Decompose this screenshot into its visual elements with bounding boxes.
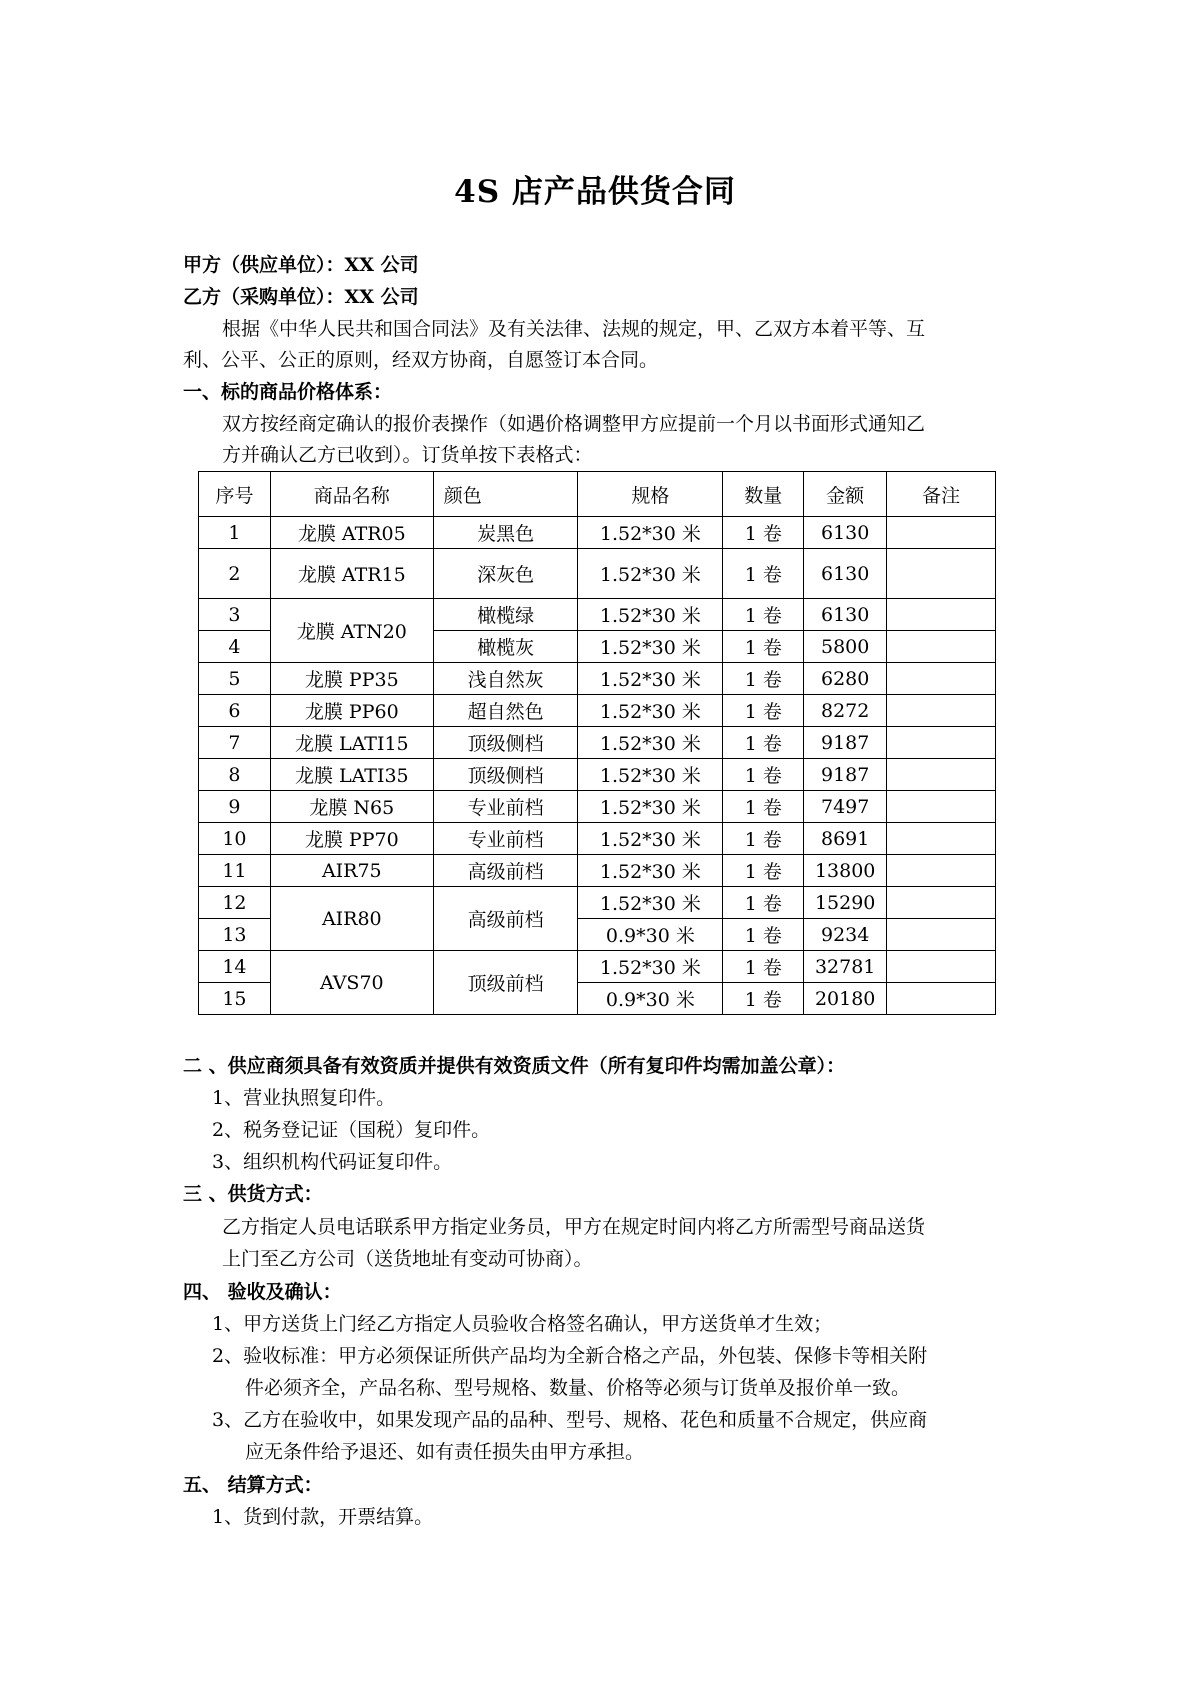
cell-amount: 20180	[804, 983, 887, 1015]
header-cell-color: 颜色	[433, 472, 578, 517]
cell-spec: 1.52*30 米	[578, 549, 723, 599]
cell-amount: 13800	[804, 855, 887, 887]
cell-qty: 1 卷	[723, 517, 804, 549]
intro-line-2: 利、公平、公正的原则，经双方协商，自愿签订本合同。	[183, 349, 659, 371]
cell-name: AIR75	[270, 855, 433, 887]
cell-no: 12	[199, 887, 271, 919]
cell-qty: 1 卷	[723, 791, 804, 823]
cell-note	[887, 759, 996, 791]
section-2-item-1: 1、营业执照复印件。	[212, 1087, 396, 1109]
cell-name: 龙膜 ATR05	[270, 517, 433, 549]
cell-amount: 8272	[804, 695, 887, 727]
cell-no: 3	[199, 599, 271, 631]
cell-color: 顶级侧档	[433, 759, 578, 791]
section-1-heading: 一、标的商品价格体系：	[183, 381, 393, 403]
order-table	[198, 471, 996, 1015]
cell-note	[887, 855, 996, 887]
cell-no: 14	[199, 951, 271, 983]
cell-color: 高级前档	[433, 887, 578, 951]
section-4-item-3-line-1: 3、乙方在验收中，如果发现产品的品种、型号、规格、花色和质量不合规定，供应商	[212, 1409, 928, 1431]
cell-qty: 1 卷	[723, 663, 804, 695]
cell-spec: 0.9*30 米	[578, 919, 723, 951]
cell-note	[887, 983, 996, 1015]
table-header-row	[199, 472, 996, 517]
cell-amount: 15290	[804, 887, 887, 919]
cell-color: 专业前档	[433, 791, 578, 823]
cell-no: 2	[199, 549, 271, 599]
header-cell-name: 商品名称	[270, 472, 433, 517]
section-3-line-1: 乙方指定人员电话联系甲方指定业务员，甲方在规定时间内将乙方所需型号商品送货	[222, 1216, 926, 1238]
cell-note	[887, 727, 996, 759]
section-5-item-1: 1、货到付款，开票结算。	[212, 1506, 434, 1528]
cell-note	[887, 631, 996, 663]
cell-note	[887, 791, 996, 823]
header-cell-note: 备注	[887, 472, 996, 517]
cell-note	[887, 951, 996, 983]
cell-spec: 1.52*30 米	[578, 791, 723, 823]
table-row	[199, 549, 996, 599]
cell-note	[887, 887, 996, 919]
cell-amount: 5800	[804, 631, 887, 663]
cell-no: 13	[199, 919, 271, 951]
cell-color: 浅自然灰	[433, 663, 578, 695]
cell-qty: 1 卷	[723, 695, 804, 727]
cell-note	[887, 517, 996, 549]
table-row	[199, 663, 996, 695]
cell-qty: 1 卷	[723, 727, 804, 759]
cell-spec: 1.52*30 米	[578, 823, 723, 855]
cell-qty: 1 卷	[723, 919, 804, 951]
cell-amount: 9234	[804, 919, 887, 951]
cell-no: 15	[199, 983, 271, 1015]
cell-spec: 1.52*30 米	[578, 695, 723, 727]
cell-color: 高级前档	[433, 855, 578, 887]
cell-qty: 1 卷	[723, 823, 804, 855]
cell-qty: 1 卷	[723, 855, 804, 887]
cell-note	[887, 663, 996, 695]
cell-spec: 1.52*30 米	[578, 631, 723, 663]
cell-qty: 1 卷	[723, 759, 804, 791]
cell-qty: 1 卷	[723, 599, 804, 631]
cell-spec: 1.52*30 米	[578, 951, 723, 983]
cell-spec: 1.52*30 米	[578, 759, 723, 791]
table-row	[199, 517, 996, 549]
cell-no: 11	[199, 855, 271, 887]
cell-no: 10	[199, 823, 271, 855]
section-2-item-2: 2、税务登记证（国税）复印件。	[212, 1119, 491, 1141]
party-b: 乙方（采购单位）：XX 公司	[183, 286, 419, 308]
cell-spec: 1.52*30 米	[578, 887, 723, 919]
cell-no: 8	[199, 759, 271, 791]
cell-spec: 1.52*30 米	[578, 599, 723, 631]
section-4-heading: 四、 验收及确认：	[183, 1281, 342, 1303]
cell-no: 1	[199, 517, 271, 549]
header-cell-spec: 规格	[578, 472, 723, 517]
section-2-item-3: 3、组织机构代码证复印件。	[212, 1151, 453, 1173]
cell-no: 6	[199, 695, 271, 727]
cell-amount: 8691	[804, 823, 887, 855]
intro-line-1: 根据《中华人民共和国合同法》及有关法律、法规的规定，甲、乙双方本着平等、互	[222, 318, 926, 340]
cell-amount: 9187	[804, 727, 887, 759]
cell-amount: 6130	[804, 549, 887, 599]
header-cell-no: 序号	[199, 472, 271, 517]
table-row	[199, 695, 996, 727]
section-1-line-2: 方并确认乙方已收到）。订货单按下表格式：	[222, 444, 593, 466]
cell-name: 龙膜 LATI15	[270, 727, 433, 759]
table-row	[199, 855, 996, 887]
table-row	[199, 791, 996, 823]
cell-note	[887, 695, 996, 727]
cell-qty: 1 卷	[723, 951, 804, 983]
party-a: 甲方（供应单位）：XX 公司	[183, 254, 419, 276]
section-3-line-2: 上门至乙方公司（送货地址有变动可协商）。	[222, 1248, 593, 1270]
cell-note	[887, 919, 996, 951]
cell-no: 5	[199, 663, 271, 695]
cell-color: 顶级前档	[433, 951, 578, 1015]
table-row	[199, 887, 996, 919]
cell-color: 深灰色	[433, 549, 578, 599]
cell-no: 4	[199, 631, 271, 663]
section-2-heading: 二 、供应商须具备有效资质并提供有效资质文件（所有复印件均需加盖公章）：	[183, 1055, 846, 1077]
section-4-item-3-line-2: 应无条件给予退还、如有责任损失由甲方承担。	[245, 1441, 645, 1463]
cell-name: 龙膜 LATI35	[270, 759, 433, 791]
section-4-item-2-line-1: 2、验收标准：甲方必须保证所供产品均为全新合格之产品，外包装、保修卡等相关附	[212, 1345, 928, 1367]
section-4-item-2-line-2: 件必须齐全，产品名称、型号规格、数量、价格等必须与订货单及报价单一致。	[245, 1377, 911, 1399]
cell-spec: 1.52*30 米	[578, 727, 723, 759]
cell-amount: 6280	[804, 663, 887, 695]
section-3-heading: 三 、供货方式：	[183, 1183, 323, 1205]
cell-name: 龙膜 PP70	[270, 823, 433, 855]
cell-color: 炭黑色	[433, 517, 578, 549]
cell-color: 顶级侧档	[433, 727, 578, 759]
cell-name: 龙膜 ATR15	[270, 549, 433, 599]
cell-spec: 1.52*30 米	[578, 855, 723, 887]
cell-name: 龙膜 PP60	[270, 695, 433, 727]
table-row	[199, 951, 996, 983]
cell-amount: 7497	[804, 791, 887, 823]
document-title: 4S 店产品供货合同	[454, 174, 736, 210]
cell-spec: 0.9*30 米	[578, 983, 723, 1015]
cell-qty: 1 卷	[723, 549, 804, 599]
section-4-item-1: 1、甲方送货上门经乙方指定人员验收合格签名确认，甲方送货单才生效；	[212, 1313, 833, 1335]
cell-spec: 1.52*30 米	[578, 517, 723, 549]
section-1-line-1: 双方按经商定确认的报价表操作（如遇价格调整甲方应提前一个月以书面形式通知乙	[222, 413, 926, 435]
section-5-heading: 五、 结算方式：	[183, 1474, 323, 1496]
cell-amount: 6130	[804, 599, 887, 631]
cell-color: 超自然色	[433, 695, 578, 727]
cell-color: 专业前档	[433, 823, 578, 855]
cell-color: 橄榄绿	[433, 599, 578, 631]
cell-note	[887, 549, 996, 599]
cell-note	[887, 823, 996, 855]
header-cell-qty: 数量	[723, 472, 804, 517]
cell-name: AVS70	[270, 951, 433, 1015]
cell-name: AIR80	[270, 887, 433, 951]
cell-name: 龙膜 PP35	[270, 663, 433, 695]
table-row	[199, 599, 996, 631]
cell-amount: 9187	[804, 759, 887, 791]
cell-no: 7	[199, 727, 271, 759]
cell-spec: 1.52*30 米	[578, 663, 723, 695]
header-cell-amount: 金额	[804, 472, 887, 517]
cell-amount: 32781	[804, 951, 887, 983]
cell-name: 龙膜 N65	[270, 791, 433, 823]
cell-amount: 6130	[804, 517, 887, 549]
cell-name: 龙膜 ATN20	[270, 599, 433, 663]
table-row	[199, 727, 996, 759]
cell-note	[887, 599, 996, 631]
table-row	[199, 759, 996, 791]
cell-color: 橄榄灰	[433, 631, 578, 663]
cell-qty: 1 卷	[723, 631, 804, 663]
cell-no: 9	[199, 791, 271, 823]
table-row	[199, 823, 996, 855]
cell-qty: 1 卷	[723, 983, 804, 1015]
cell-qty: 1 卷	[723, 887, 804, 919]
